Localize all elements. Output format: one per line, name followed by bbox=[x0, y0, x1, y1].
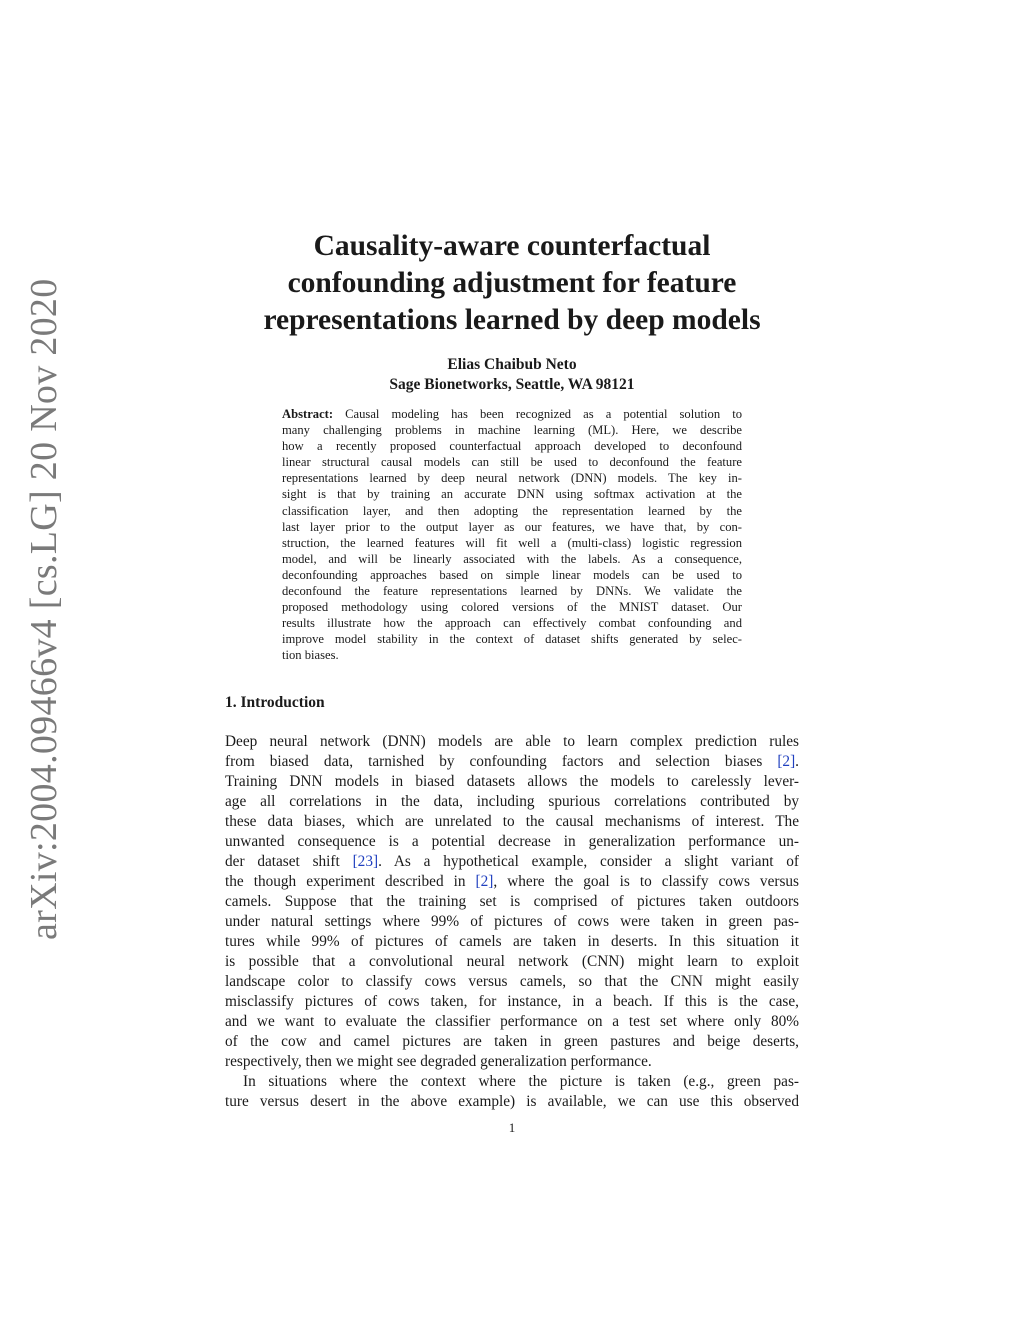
body-line: respectively, then we might see degraded generalization performance. bbox=[225, 1053, 652, 1070]
abstract-line: deconfounding approaches based on simple linear models can be used to bbox=[282, 567, 742, 582]
body-text-span: der dataset shift bbox=[225, 853, 340, 870]
abstract-text: Causal modeling has been recognized as a potential solution to bbox=[345, 407, 742, 421]
abstract-line: sight is that by training an accurate DNN using softmax activation at the bbox=[282, 487, 742, 502]
body-line: these data biases, which are unrelated to the causal mechanisms of interest. The bbox=[225, 813, 799, 830]
abstract-line: struction, the learned features will fit well a (multi-class) logistic regression bbox=[282, 535, 742, 550]
abstract-line: representations learned by deep neural network (DNN) models. The key in- bbox=[282, 471, 742, 486]
body-line: In situations where the context where the picture is taken (e.g., green pas- bbox=[243, 1073, 799, 1090]
title-line: confounding adjustment for feature bbox=[287, 267, 737, 299]
author-affiliation: Sage Bionetworks, Seattle, WA 98121 bbox=[389, 376, 635, 393]
page-number: 1 bbox=[508, 1120, 516, 1135]
body-line: Deep neural network (DNN) models are able to learn complex prediction rules bbox=[225, 733, 799, 750]
abstract-line: how a recently proposed counterfactual approach developed to deconfound bbox=[282, 439, 742, 454]
body-line: is possible that a convolutional neural network (CNN) might learn to exploit bbox=[225, 953, 799, 970]
body-text-span: . bbox=[795, 753, 799, 770]
introduction-body bbox=[225, 732, 799, 1112]
body-line bbox=[225, 872, 799, 892]
citation-link[interactable]: [2] bbox=[777, 753, 796, 770]
body-line: and we want to evaluate the classifier performance on a test set where only 80% bbox=[225, 1013, 799, 1030]
body-line bbox=[225, 752, 799, 772]
abstract-line: model, and will be linearly associated with the labels. As a consequence, bbox=[282, 551, 742, 566]
abstract-line: improve model stability in the context of dataset shifts generated by selec- bbox=[282, 632, 742, 647]
title-line: Causality-aware counterfactual bbox=[313, 230, 711, 262]
abstract-line: results illustrate how the approach can effectively combat confounding and bbox=[282, 616, 742, 631]
body-line: of the cow and camel pictures are taken in green pastures and beige deserts, bbox=[225, 1033, 799, 1050]
body-line: camels. Suppose that the training set is comprised of pictures taken outdoors bbox=[225, 893, 799, 910]
body-text-span: . As a hypothetical example, consider a slight variant of bbox=[378, 853, 799, 870]
section-heading-introduction: 1. Introduction bbox=[225, 694, 325, 711]
body-text-span: , where the goal is to classify cows versus bbox=[493, 873, 800, 890]
author-name: Elias Chaibub Neto bbox=[447, 356, 577, 373]
body-line: age all correlations in the data, including spurious correlations contributed by bbox=[225, 793, 799, 810]
abstract-line: classification layer, and then adopting the representation learned by the bbox=[282, 503, 742, 518]
body-text-span: from biased data, tarnished by confounding factors and selection biases bbox=[225, 753, 763, 770]
paper-title bbox=[200, 228, 824, 339]
body-line: ture versus desert in the above example) is available, we can use this observed bbox=[225, 1093, 799, 1110]
abstract-line: tion biases. bbox=[282, 648, 339, 663]
abstract bbox=[282, 406, 742, 664]
body-line: landscape color to classify cows versus camels, so that the CNN might easily bbox=[225, 973, 799, 990]
abstract-line: many challenging problems in machine learning (ML). Here, we describe bbox=[282, 423, 742, 438]
body-line: tures while 99% of pictures of camels are taken in deserts. In this situation it bbox=[225, 933, 799, 950]
body-line: unwanted consequence is a potential decrease in generalization performance un- bbox=[225, 833, 799, 850]
abstract-line: last layer prior to the output layer as our features, we have that, by con- bbox=[282, 519, 742, 534]
citation-link[interactable]: [2] bbox=[475, 873, 494, 890]
abstract-label: Abstract: bbox=[282, 407, 334, 421]
body-line: misclassify pictures of cows taken, for instance, in a beach. If this is the case, bbox=[225, 993, 799, 1010]
abstract-line: deconfound the feature representations learned by DNNs. We validate the bbox=[282, 584, 742, 599]
citation-link[interactable]: [23] bbox=[352, 853, 379, 870]
body-line bbox=[225, 852, 799, 872]
abstract-line: linear structural causal models can still be used to deconfound the feature bbox=[282, 455, 742, 470]
body-line: Training DNN models in biased datasets allows the models to carelessly lever- bbox=[225, 773, 799, 790]
title-line: representations learned by deep models bbox=[263, 304, 761, 336]
body-line: under natural settings where 99% of pictures of cows were taken in green pas- bbox=[225, 913, 799, 930]
abstract-line: proposed methodology using colored versions of the MNIST dataset. Our bbox=[282, 600, 742, 615]
body-text-span: the though experiment described in bbox=[225, 873, 466, 890]
abstract-line bbox=[282, 406, 742, 422]
arxiv-identifier-stamp: arXiv:2004.09466v4 [cs.LG] 20 Nov 2020 bbox=[23, 278, 65, 940]
